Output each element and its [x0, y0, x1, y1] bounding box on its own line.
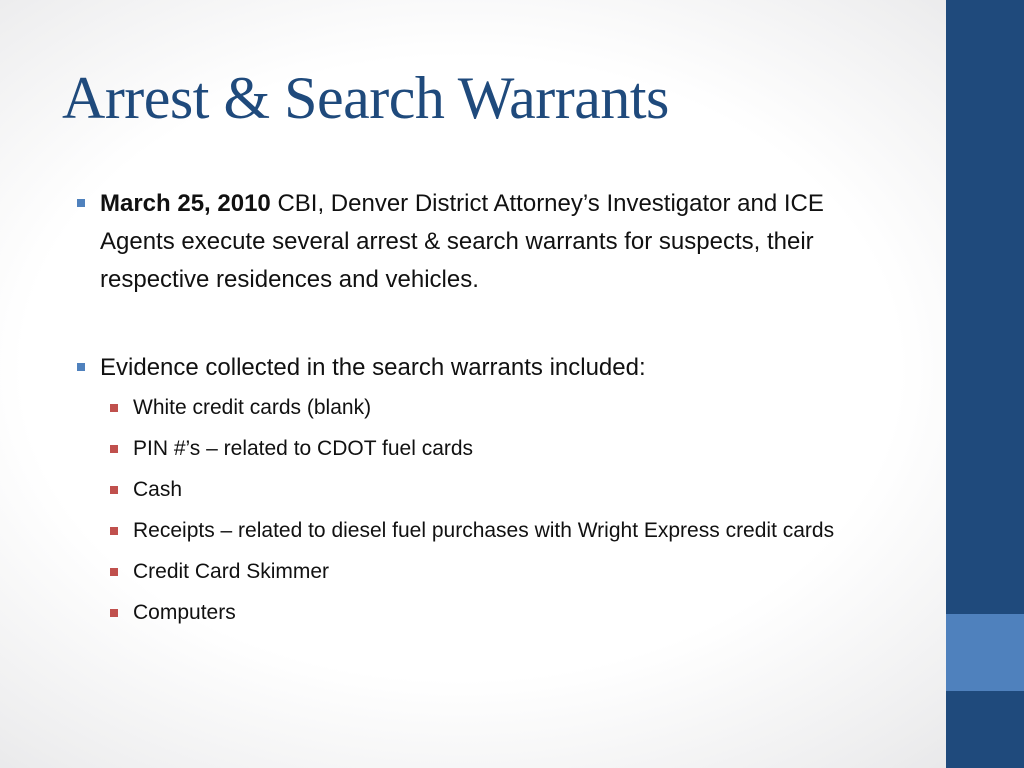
square-sub-bullet-icon — [110, 445, 118, 453]
sub-bullet-text: Credit Card Skimmer — [133, 560, 330, 583]
sub-bullet-text: PIN #’s – related to CDOT fuel cards — [133, 437, 474, 460]
square-bullet-icon — [77, 363, 85, 371]
bullet-item-warrants — [74, 185, 874, 299]
bullet-item-evidence — [74, 349, 874, 630]
slide-content — [74, 185, 874, 637]
sub-bullet-item — [100, 514, 874, 548]
sub-bullet-text: Cash — [133, 478, 183, 501]
square-sub-bullet-icon — [110, 568, 118, 576]
side-decoration-accent — [946, 614, 1024, 691]
side-decoration-bar — [946, 0, 1024, 768]
square-sub-bullet-icon — [110, 404, 118, 412]
sub-bullet-item — [100, 391, 874, 425]
sub-bullet-item — [100, 473, 874, 507]
sub-bullet-text: Computers — [133, 601, 236, 624]
bullet-text: Evidence collected in the search warrants included: — [100, 354, 646, 381]
sub-bullet-text: Receipts – related to diesel fuel purchases with Wright Express credit cards — [133, 519, 835, 542]
bullet-text — [100, 185, 874, 299]
sub-bullet-item — [100, 596, 874, 630]
evidence-list — [100, 391, 874, 630]
square-sub-bullet-icon — [110, 486, 118, 494]
square-sub-bullet-icon — [110, 527, 118, 535]
square-bullet-icon — [77, 199, 85, 207]
sub-bullet-item — [100, 432, 874, 466]
bullet-date: March 25, 2010 — [100, 190, 271, 217]
sub-bullet-item — [100, 555, 874, 589]
sub-bullet-text: White credit cards (blank) — [133, 396, 372, 419]
square-sub-bullet-icon — [110, 609, 118, 617]
slide-title: Arrest & Search Warrants — [62, 65, 669, 131]
bullet-body: CBI, Denver District Attorney’s Investigator and ICE Agents execute several arrest & search warrants for suspects, their respective residences and vehicles. — [100, 190, 824, 293]
